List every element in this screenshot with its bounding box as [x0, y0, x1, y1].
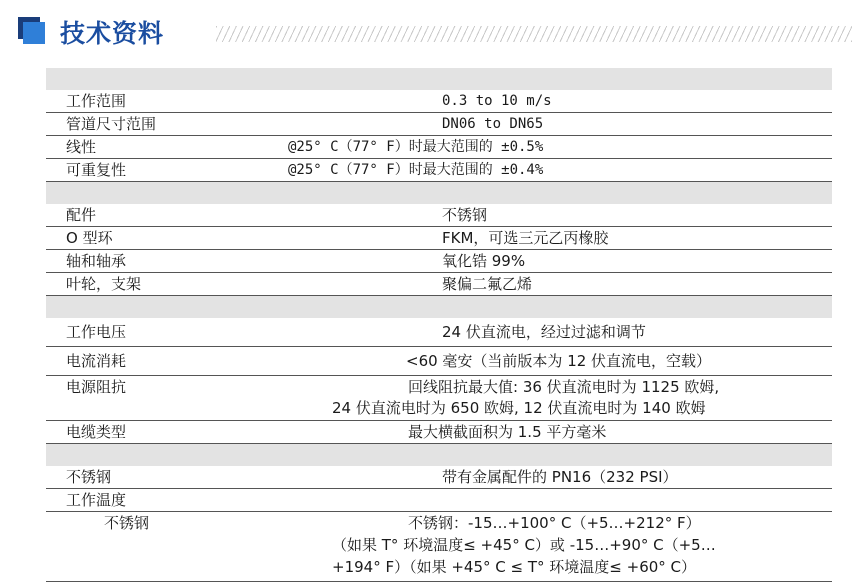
row-value-line-1: 不锈钢：-15…+100° C（+5…+212° F） [408, 514, 701, 532]
table-row [46, 489, 832, 512]
row-value: 带有金属配件的 PN16（232 PSI） [442, 468, 678, 486]
row-value: @25° C（77° F）时最大范围的 ±0.4% [288, 162, 544, 178]
row-value: 24 伏直流电，经过过滤和调节 [442, 323, 646, 341]
row-value-line-2: （如果 T° 环境温度≤ +45° C）或 -15…+90° C（+5… [332, 536, 716, 554]
header-square-accent-icon [23, 22, 45, 44]
row-value: 氧化锆 99% [442, 252, 526, 270]
row-label: 电流消耗 [66, 352, 127, 370]
row-label: 不锈钢 [66, 468, 112, 486]
row-value: <60 毫安（当前版本为 12 伏直流电，空载） [406, 352, 712, 370]
page-title: 技术资料 [60, 19, 165, 48]
section-separator [46, 296, 832, 318]
table-row [46, 466, 832, 489]
table-row [46, 159, 832, 182]
table-row [46, 421, 832, 444]
row-label: 可重复性 [66, 161, 127, 179]
row-value: DN06 to DN65 [442, 116, 544, 132]
row-value-line-3: +194° F）（如果 +45° C ≤ T° 环境温度≤ +60° C） [332, 558, 697, 576]
table-row [46, 113, 832, 136]
section-header [18, 14, 838, 46]
row-value: 最大横截面积为 1.5 平方毫米 [408, 423, 607, 441]
table-row [46, 136, 832, 159]
row-label: O 型环 [66, 229, 113, 247]
table-row [46, 250, 832, 273]
table-row [46, 204, 832, 227]
row-value: 聚偏二氟乙烯 [442, 275, 533, 293]
table-row [46, 376, 832, 421]
row-sub-label: 不锈钢 [104, 514, 150, 532]
section-separator [46, 182, 832, 204]
header-hatch-divider [216, 26, 852, 42]
spec-table [46, 68, 832, 582]
row-value: 0.3 to 10 m/s [442, 93, 552, 109]
row-label: 工作电压 [66, 323, 127, 341]
row-value: FKM，可选三元乙丙橡胶 [442, 229, 609, 247]
row-label: 线性 [66, 138, 97, 156]
row-value-line-2: 24 伏直流电时为 650 欧姆, 12 伏直流电时为 140 欧姆 [332, 399, 706, 417]
table-row [46, 512, 832, 582]
row-label: 工作温度 [66, 491, 127, 509]
row-label: 工作范围 [66, 92, 127, 110]
row-label: 电缆类型 [66, 423, 127, 441]
row-label: 叶轮，支架 [66, 275, 142, 293]
table-row [46, 273, 832, 296]
section-separator [46, 68, 832, 90]
row-value: @25° C（77° F）时最大范围的 ±0.5% [288, 139, 544, 155]
row-label: 管道尺寸范围 [66, 115, 157, 133]
table-row [46, 227, 832, 250]
table-row [46, 347, 832, 376]
row-value: 不锈钢 [442, 206, 488, 224]
table-row [46, 90, 832, 113]
table-row [46, 318, 832, 347]
section-separator [46, 444, 832, 466]
row-label: 轴和轴承 [66, 252, 127, 270]
row-value-line-1: 回线阻抗最大值: 36 伏直流电时为 1125 欧姆, [408, 378, 720, 396]
row-label: 配件 [66, 206, 97, 224]
row-label: 电源阻抗 [66, 378, 127, 396]
